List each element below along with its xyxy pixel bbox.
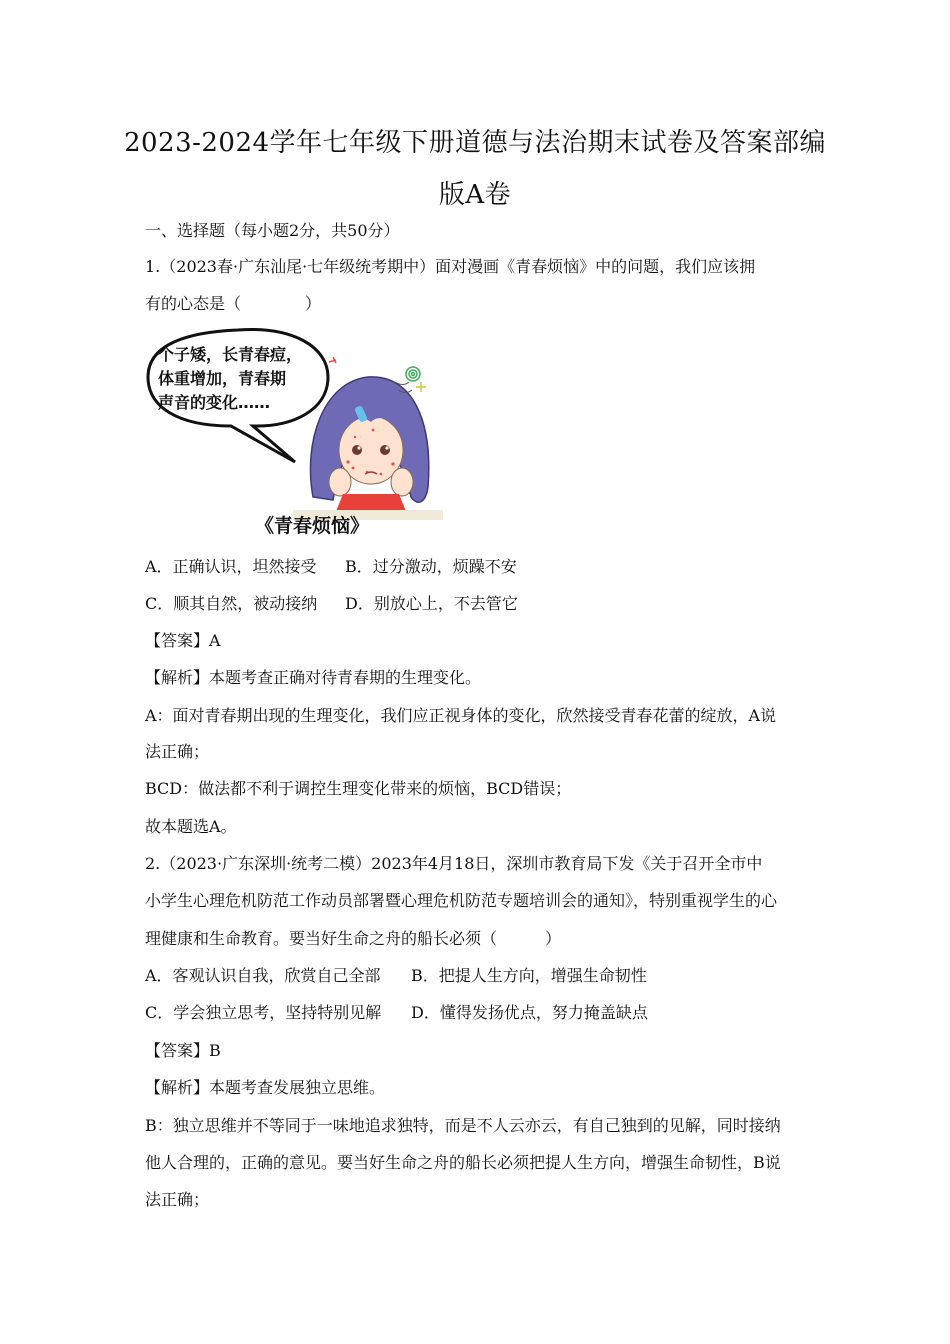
q2-stem-line1: 2.（2023·广东深圳·统考二模）2023年4月18日，深圳市教育局下发《关于召开全市中 [145, 854, 763, 873]
q2-analysis: 【解析】本题考查发展独立思维。 [145, 1078, 386, 1097]
q1-conclusion: 故本题选A。 [145, 817, 237, 836]
bubble-line3: 声音的变化…… [158, 393, 271, 412]
q1-explanation-a1: A：面对青春期出现的生理变化，我们应正视身体的变化，欣然接受青春花蕾的绽放，A说 [145, 706, 777, 725]
document-title-line1: 2023-2024学年七年级下册道德与法治期末试卷及答案部编 [123, 128, 827, 158]
q2-explanation-b1: B：独立思维并不等同于一味地追求独特，而是不人云亦云，有自己独到的见解，同时接纳 [145, 1116, 781, 1135]
q1-option-b: B．过分激动，烦躁不安 [345, 557, 517, 576]
q1-option-d: D．别放心上，不去管它 [345, 594, 518, 613]
q2-stem-line3: 理健康和生命教育。要当好生命之舟的船长必须（ ） [145, 929, 562, 948]
bubble-line1: 个子矮，长青春痘， [158, 345, 303, 364]
q2-stem-line2: 小学生心理危机防范工作动员部署暨心理危机防范专题培训会的通知》，特别重视学生的心 [145, 891, 778, 910]
q1-option-c: C．顺其自然，被动接纳 [145, 594, 318, 613]
q1-explanation-bcd: BCD：做法都不利于调控生理变化带来的烦恼，BCD错误； [145, 779, 572, 798]
q2-option-c: C．学会独立思考，坚持特别见解 [145, 1003, 382, 1022]
q2-option-b: B．把提人生方向，增强生命韧性 [411, 966, 647, 985]
q2-option-a: A．客观认识自我，欣赏自己全部 [145, 966, 381, 985]
q1-stem-line2: 有的心态是（ ） [145, 294, 322, 313]
q1-option-a: A．正确认识，坦然接受 [145, 557, 317, 576]
document-title-line2: 版A卷 [438, 180, 512, 210]
q1-stem-line1: 1.（2023春·广东汕尾·七年级统考期中）面对漫画《青春烦恼》中的问题，我们应该拥 [145, 257, 756, 276]
section-heading: 一、选择题（每小题2分，共50分） [145, 221, 400, 240]
q2-explanation-b3: 法正确； [145, 1190, 210, 1209]
q1-explanation-a2: 法正确； [145, 742, 210, 761]
bubble-line2: 体重增加，青春期 [158, 369, 287, 388]
q1-answer: 【答案】A [145, 631, 221, 650]
q2-option-d: D．懂得发扬优点，努力掩盖缺点 [411, 1003, 648, 1022]
q2-answer: 【答案】B [145, 1041, 221, 1060]
q2-explanation-b2: 他人合理的，正确的意见。要当好生命之舟的船长必须把提人生方向，增强生命韧性，B说 [145, 1153, 781, 1172]
q1-analysis: 【解析】本题考查正确对待青春期的生理变化。 [145, 668, 482, 687]
comic-caption: 《青春烦恼》 [255, 515, 370, 537]
